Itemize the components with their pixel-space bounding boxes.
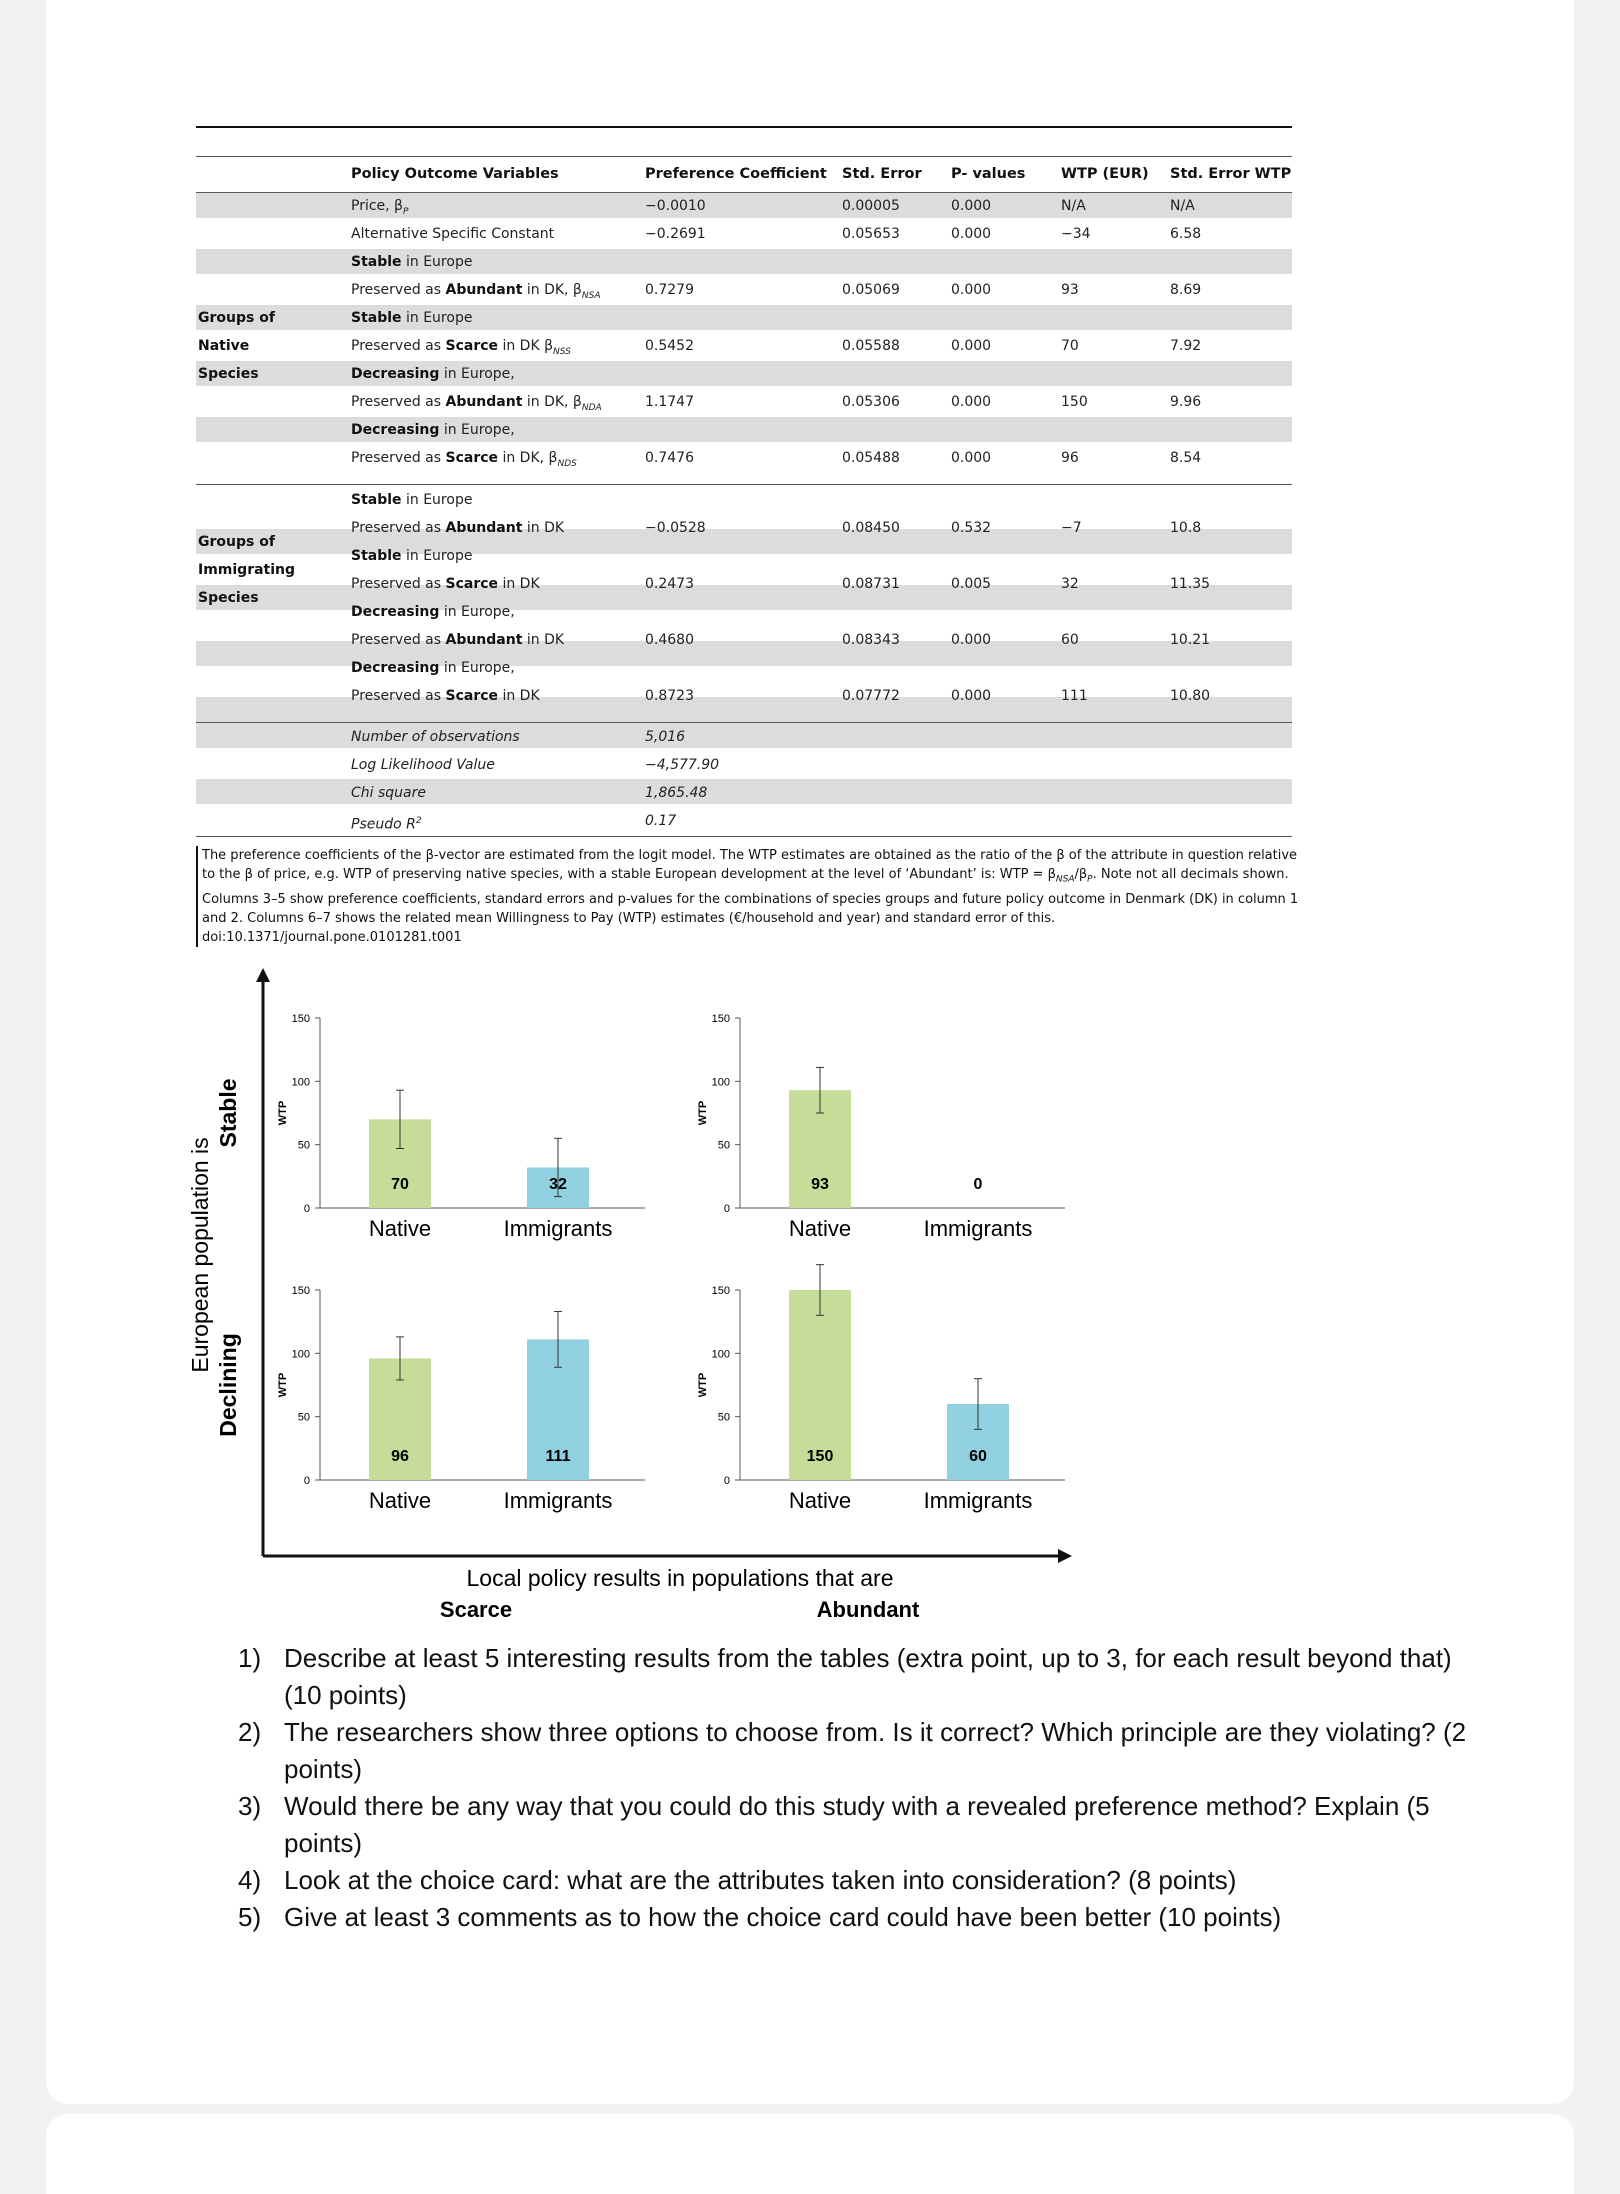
nds-p: 0.000 (951, 450, 992, 466)
asc-p: 0.000 (951, 226, 992, 242)
iss-wtp: 32 (1061, 576, 1079, 592)
stat-label: Chi square (351, 785, 426, 801)
panel-wtp-label: WTP (697, 1100, 709, 1126)
native-nda-label: Preserved as Abundant in DK, $\beta_{NDA}$ (351, 394, 602, 413)
panel-y-tick-label: 0 (303, 1203, 310, 1215)
category-label: Native (368, 1216, 432, 1241)
header-p-values: P- values (951, 166, 1026, 182)
stat-value: −4,577.90 (645, 757, 720, 773)
panel-wtp-label: WTP (277, 1372, 289, 1398)
panel-y-tick-label: 150 (711, 1285, 730, 1297)
nsa-wtp: 93 (1061, 282, 1079, 298)
panel-y-tick-label: 150 (291, 1013, 310, 1025)
header-wtp-eur: WTP (EUR) (1061, 166, 1149, 182)
nss-wtp: 70 (1061, 338, 1079, 354)
immigrating-group-label-3: Species (198, 590, 259, 606)
chart-panels (277, 1013, 1065, 1513)
native-nds-label: Preserved as Scarce in DK, $\beta_{NDS}$ (351, 450, 577, 469)
category-label: Immigrants (503, 1488, 613, 1513)
ida-p: 0.000 (951, 632, 992, 648)
nsa-p: 0.000 (951, 282, 992, 298)
asc-label: Alternative Specific Constant (351, 226, 555, 242)
nss-sewtp: 7.92 (1170, 338, 1202, 354)
asc-se: 0.05653 (842, 226, 900, 242)
table-bottom-rule (196, 836, 1292, 837)
category-label: Native (788, 1488, 852, 1513)
immigrating-group-label-1: Groups of (198, 534, 275, 550)
nda-p: 0.000 (951, 394, 992, 410)
nds-sewtp: 8.54 (1170, 450, 1202, 466)
imm-stable-label: Stable in Europe (351, 492, 473, 508)
table-header-rule (196, 156, 1292, 157)
column-label-scarce: Scarce (439, 1597, 513, 1620)
stat-value: 1,865.48 (645, 785, 708, 801)
ida-se: 0.08343 (842, 632, 900, 648)
table-footnote (196, 846, 1302, 947)
footnote-line: to the β of price, e.g. WTP of preserving native species, with a stable European development at the level of ‘Abundant’ is: WTP = $\beta_{NSA}/\beta_P$. Note not all decimals shown. (202, 867, 1289, 885)
nds-coef: 0.7476 (645, 450, 694, 466)
footnote-line: The preference coefficients of the β-vector are estimated from the logit model. The WTP estimates are obtained as the ratio of the β of the attribute in question relative (202, 848, 1298, 863)
iss-se: 0.08731 (842, 576, 900, 592)
ids-p: 0.000 (951, 688, 992, 704)
category-label: Immigrants (503, 1216, 613, 1241)
asc-sewtp: 6.58 (1170, 226, 1202, 242)
panel-wtp-label: WTP (697, 1372, 709, 1398)
isa-coef: −0.0528 (645, 520, 706, 536)
nss-se: 0.05588 (842, 338, 900, 354)
imm-scarce-label: Preserved as Scarce in DK (351, 688, 540, 704)
footnote-line: Columns 3–5 show preference coefficients, standard errors and p-values for the combinations of species groups and future policy outcome in Denmark (DK) in column 1 (202, 891, 1299, 907)
category-label: Native (368, 1488, 432, 1513)
stat-value: 5,016 (645, 729, 686, 745)
header-policy-outcome: Policy Outcome Variables (351, 166, 559, 182)
imm-abundant-label: Preserved as Abundant in DK (351, 520, 565, 536)
price-sewtp: N/A (1170, 198, 1195, 214)
ida-wtp: 60 (1061, 632, 1079, 648)
question-item: 2) The researchers show three options to choose from. Is it correct? Which principle are they violating? (2 points) (238, 1717, 1467, 1784)
question-item: 5) Give at least 3 comments as to how the choice card could have been better (10 points) (238, 1902, 1282, 1932)
iss-coef: 0.2473 (645, 576, 694, 592)
panel-y-tick-label: 100 (291, 1348, 310, 1361)
asc-coef: −0.2691 (645, 226, 706, 242)
ids-se: 0.07772 (842, 688, 900, 704)
native-nsa-label: Preserved as Abundant in DK, $\beta_{NSA}$ (351, 282, 601, 301)
y-axis-title: European population is (187, 1137, 213, 1373)
bar-value-label: 60 (969, 1448, 987, 1465)
ida-sewtp: 10.21 (1170, 632, 1211, 648)
native-stable-label: Stable in Europe (351, 254, 473, 270)
panel-y-tick-label: 150 (711, 1013, 730, 1025)
panel-y-tick-label: 50 (297, 1411, 310, 1424)
panel-wtp-label: WTP (277, 1100, 289, 1126)
bar-value-label: 0 (973, 1176, 983, 1193)
category-label: Native (788, 1216, 852, 1241)
bar-value-label: 70 (391, 1176, 409, 1193)
isa-sewtp: 10.8 (1170, 520, 1202, 536)
panel-y-tick-label: 100 (711, 1348, 730, 1361)
header-std-error-wtp: Std. Error WTP (1170, 166, 1292, 182)
ids-coef: 0.8723 (645, 688, 694, 704)
panel-y-tick-label: 100 (711, 1076, 730, 1089)
y-axis-arrowhead (256, 968, 270, 982)
panel-y-tick-label: 50 (717, 1411, 730, 1424)
isa-wtp: −7 (1061, 520, 1082, 536)
price-wtp: N/A (1061, 198, 1086, 214)
bar-value-label: 93 (811, 1176, 829, 1193)
stat-label: Pseudo $R^2$ (351, 816, 422, 833)
panel-y-tick-label: 150 (291, 1285, 310, 1297)
price-se: 0.00005 (842, 198, 900, 214)
x-axis-arrowhead (1058, 1549, 1072, 1563)
native-group-label-3: Species (198, 366, 259, 382)
ida-coef: 0.4680 (645, 632, 694, 648)
nda-coef: 1.1747 (645, 394, 694, 410)
stat-label: Log Likelihood Value (351, 757, 495, 773)
native-stable-label: Stable in Europe (351, 310, 473, 326)
bar-value-label: 96 (391, 1448, 409, 1465)
footnote-line: and 2. Columns 6–7 shows the related mean Willingness to Pay (WTP) estimates (€/household and year) and standard error of this. (202, 910, 1056, 926)
nds-wtp: 96 (1061, 450, 1079, 466)
native-decreasing-label: Decreasing in Europe, (351, 422, 515, 438)
nsa-sewtp: 8.69 (1170, 282, 1202, 298)
bar-value-label: 111 (545, 1448, 571, 1465)
x-axis-title: Local policy results in populations that are (466, 1565, 894, 1591)
imm-scarce-label: Preserved as Scarce in DK (351, 576, 540, 592)
asc-wtp: −34 (1061, 226, 1091, 242)
panel-y-tick-label: 50 (297, 1139, 310, 1152)
immigrating-group-label-2: Immigrating (198, 562, 296, 578)
nda-sewtp: 9.96 (1170, 394, 1202, 410)
question-list (238, 1640, 1478, 1936)
table-top-rule (196, 126, 1292, 128)
imm-decreasing-label: Decreasing in Europe, (351, 660, 515, 676)
panel-y-tick-label: 0 (723, 1475, 730, 1487)
iss-p: 0.005 (951, 576, 992, 592)
native-nss-label: Preserved as Scarce in DK $\beta_{NSS}$ (351, 338, 571, 357)
header-preference-coefficient: Preference Coefficient (645, 166, 827, 182)
bar-value-label: 150 (806, 1448, 834, 1465)
ids-sewtp: 10.80 (1170, 688, 1211, 704)
question-item: 4) Look at the choice card: what are the attributes taken into consideration? (8 points) (238, 1865, 1237, 1895)
isa-p: 0.532 (951, 520, 992, 536)
nda-wtp: 150 (1061, 394, 1088, 410)
column-label-abundant: Abundant (816, 1597, 920, 1620)
native-group-label-1: Groups of (198, 310, 275, 326)
nss-coef: 0.5452 (645, 338, 694, 354)
nsa-coef: 0.7279 (645, 282, 694, 298)
imm-stable-label: Stable in Europe (351, 548, 473, 564)
header-std-error: Std. Error (842, 166, 922, 182)
nsa-se: 0.05069 (842, 282, 900, 298)
nds-se: 0.05488 (842, 450, 900, 466)
panel-y-tick-label: 0 (723, 1203, 730, 1215)
price-label: Price, $\beta_P$ (351, 198, 409, 217)
panel-y-tick-label: 100 (291, 1076, 310, 1089)
category-label: Immigrants (923, 1488, 1033, 1513)
next-card (46, 2114, 1574, 2194)
stat-value: 0.17 (645, 813, 677, 829)
category-label: Immigrants (923, 1216, 1033, 1241)
nda-se: 0.05306 (842, 394, 900, 410)
imm-decreasing-label: Decreasing in Europe, (351, 604, 515, 620)
footnote-doi: doi:10.1371/journal.pone.0101281.t001 (202, 929, 462, 945)
bar-value-label: 32 (549, 1176, 567, 1193)
question-item: 3) Would there be any way that you could do this study with a revealed preference method? Explain (5 points) (238, 1791, 1430, 1858)
stat-label: Number of observations (351, 729, 520, 745)
price-p: 0.000 (951, 198, 992, 214)
nss-p: 0.000 (951, 338, 992, 354)
ids-wtp: 111 (1061, 688, 1088, 704)
native-decreasing-label: Decreasing in Europe, (351, 366, 515, 382)
section-rule (196, 484, 1292, 485)
wtp-chart (180, 960, 1120, 1620)
iss-sewtp: 11.35 (1170, 576, 1211, 592)
native-group-label-2: Native (198, 338, 250, 354)
row-label-stable: Stable (215, 1078, 241, 1148)
question-item: 1) Describe at least 5 interesting results from the tables (extra point, up to 3, for each result beyond that) (10 points) (238, 1643, 1452, 1710)
panel-y-tick-label: 50 (717, 1139, 730, 1152)
isa-se: 0.08450 (842, 520, 900, 536)
panel-y-tick-label: 0 (303, 1475, 310, 1487)
price-coef: −0.0010 (645, 198, 706, 214)
row-label-declining: Declining (215, 1333, 241, 1437)
imm-abundant-label: Preserved as Abundant in DK (351, 632, 565, 648)
